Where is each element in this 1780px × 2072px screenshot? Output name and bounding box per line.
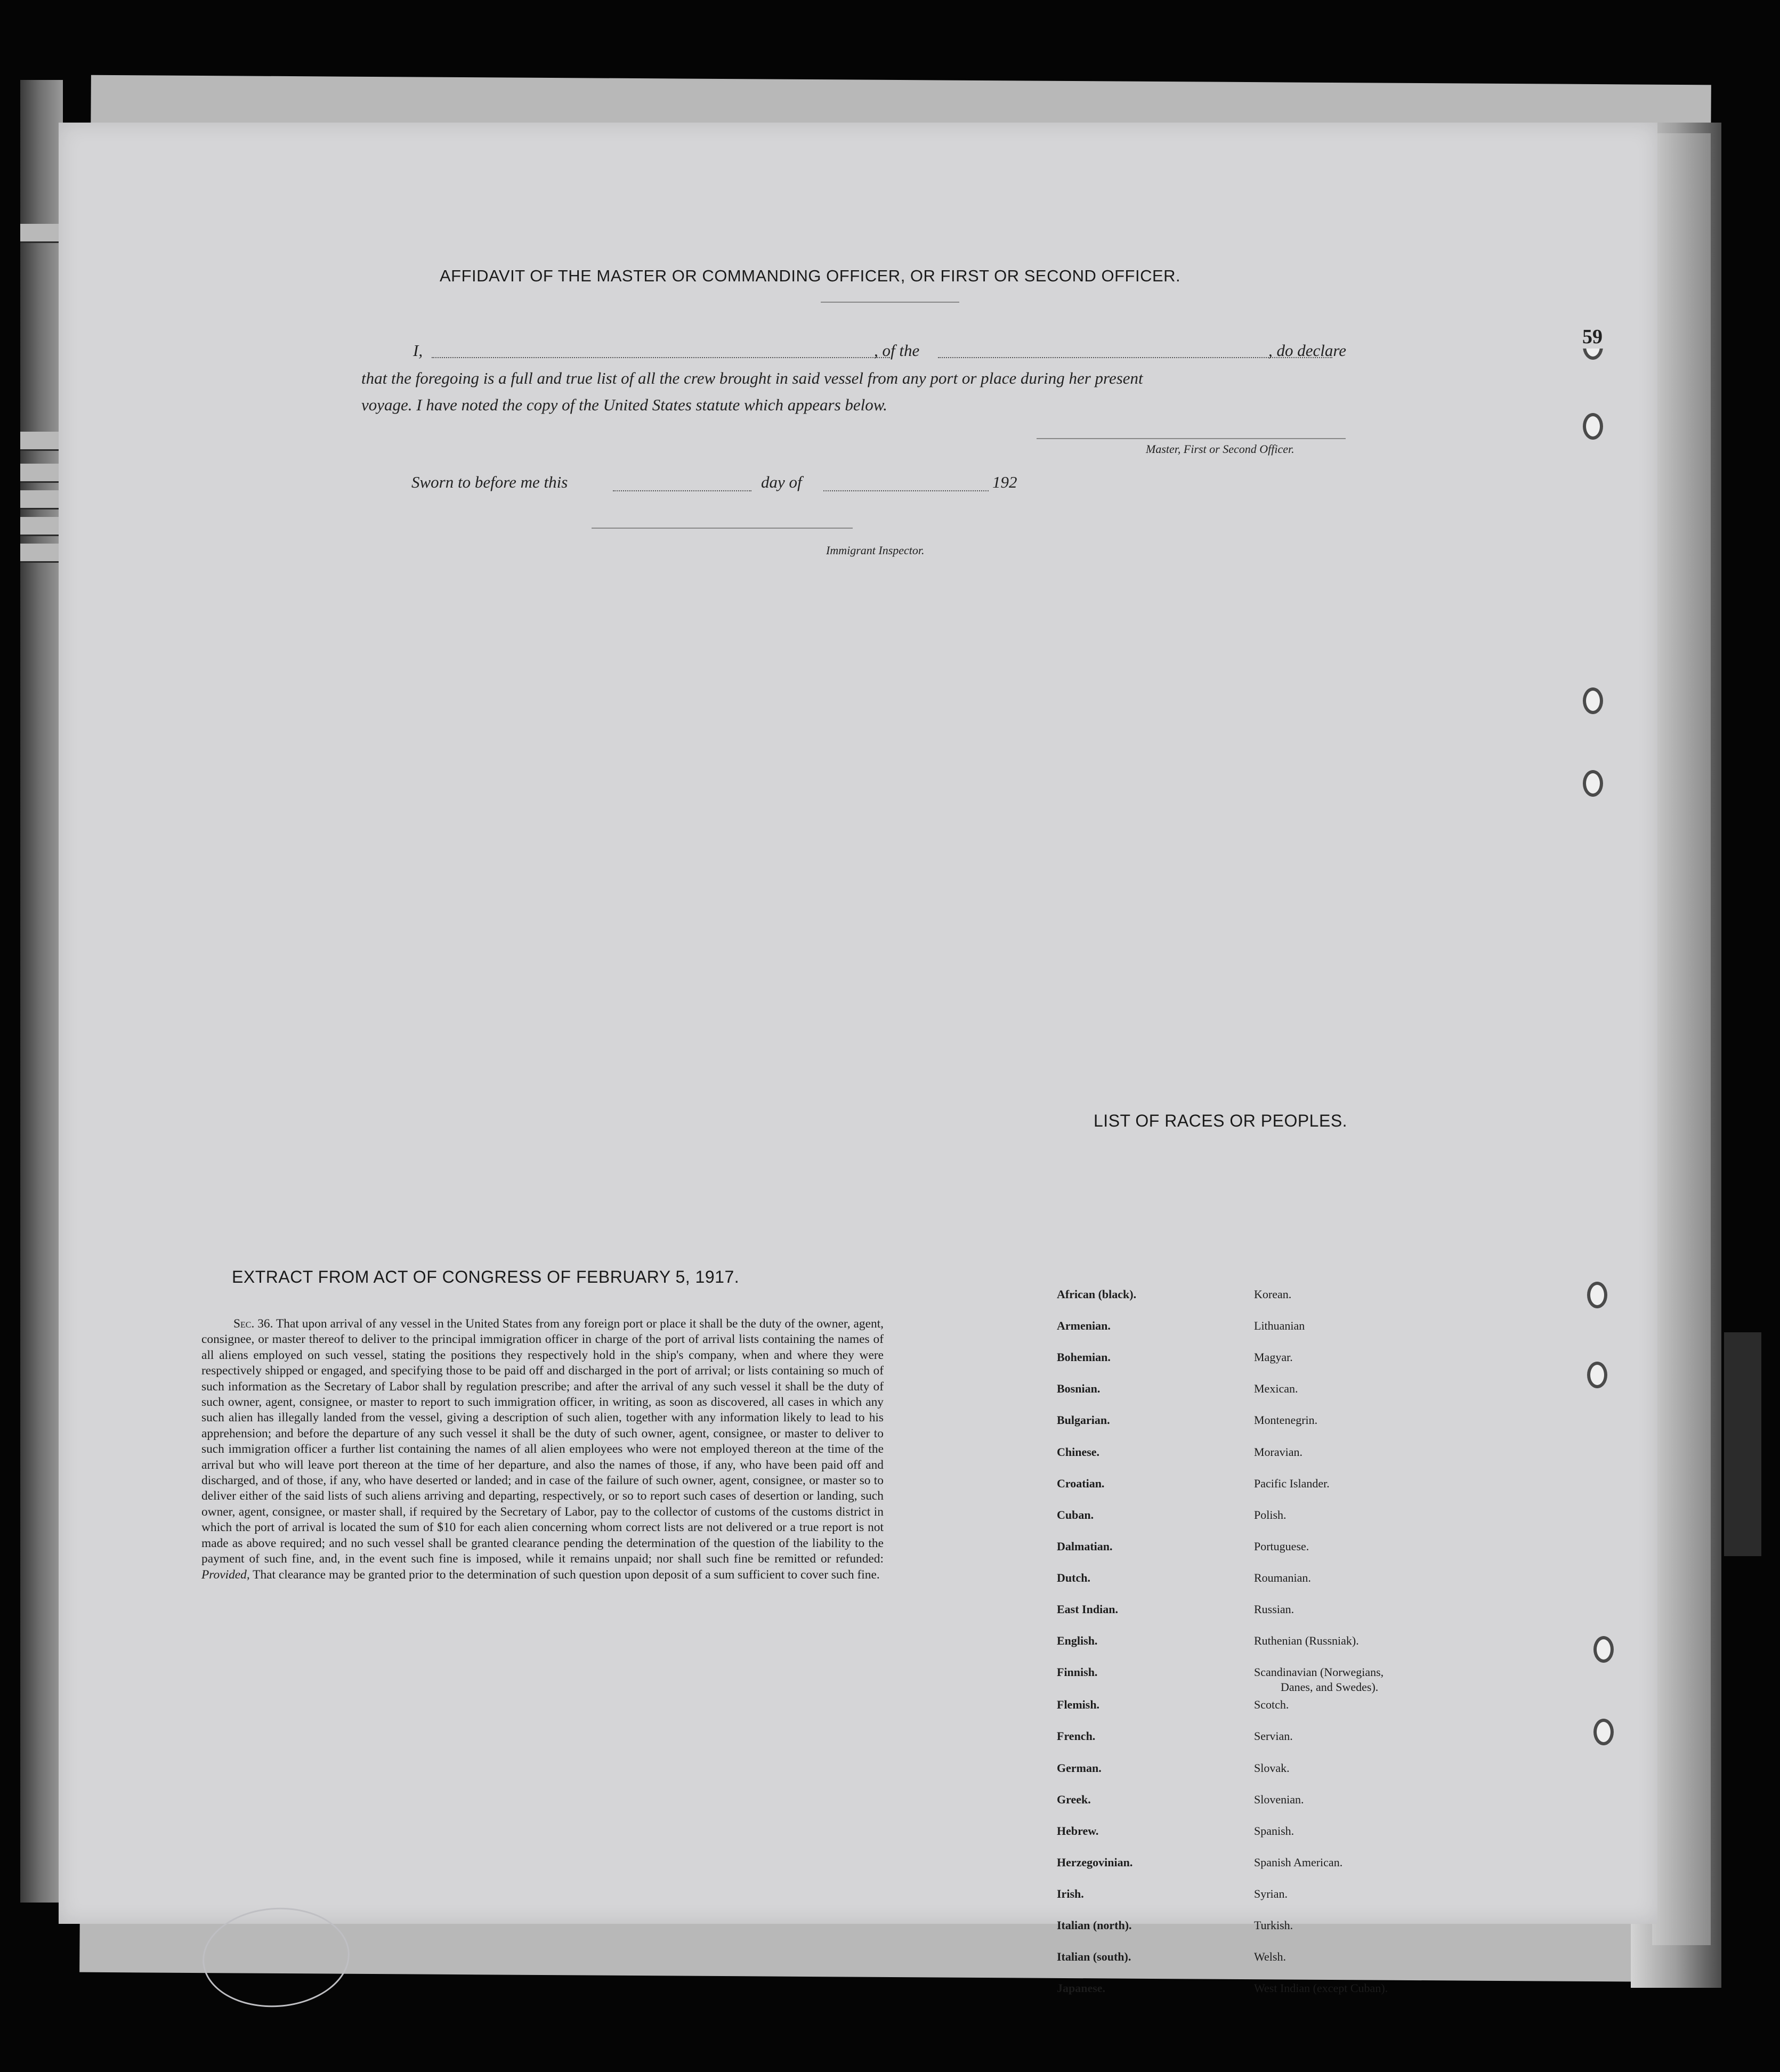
race-item-left: Japanese. (1057, 1981, 1106, 1995)
race-item-right: Spanish American. (1254, 1855, 1343, 1869)
sworn-text: Sworn to before me this (411, 473, 568, 491)
statute-body-end: That clearance may be granted prior to the determination of such question upon deposit of a sum sufficient to cover such fine. (253, 1567, 880, 1582)
race-item-left: Bulgarian. (1057, 1413, 1110, 1427)
underlying-tab (20, 490, 63, 509)
page-stack-right-edge-inner (1652, 133, 1711, 1945)
race-item-right: Scandinavian (Norwegians, (1254, 1665, 1384, 1679)
punch-hole (1583, 413, 1603, 440)
race-item-left: Bosnian. (1057, 1382, 1101, 1396)
declaration-line-3: voyage. I have noted the copy of the United States statute which appears below. (361, 395, 887, 414)
underlying-tab (20, 517, 63, 536)
race-item-right: Russian. (1254, 1602, 1294, 1616)
race-item-left: English. (1057, 1634, 1098, 1648)
declaration-line-2: that the foregoing is a full and true list of all the crew brought in said vessel from any port or place during her present (361, 369, 1143, 387)
race-item-right: Turkish. (1254, 1919, 1293, 1932)
race-item-right: Roumanian. (1254, 1571, 1311, 1584)
race-item-left: Dalmatian. (1057, 1539, 1113, 1553)
race-item-left: Bohemian. (1057, 1350, 1111, 1364)
race-item-right: Montenegrin. (1254, 1413, 1318, 1427)
punch-hole (1583, 770, 1603, 797)
race-item-left: Armenian. (1057, 1319, 1111, 1333)
declaration-line-1-declare: , do declare (1268, 341, 1347, 360)
race-item-right: Portuguese. (1254, 1539, 1309, 1553)
master-signature-line (1037, 438, 1346, 439)
underlying-tab (20, 432, 63, 451)
race-item-right: Spanish. (1254, 1824, 1294, 1838)
race-item-left: German. (1057, 1761, 1102, 1775)
name-blank (432, 357, 890, 358)
declaration-line-1-of: , of the (874, 341, 920, 360)
underlying-tab (20, 544, 63, 563)
race-item-left: Herzegovinian. (1057, 1855, 1133, 1869)
race-item-right: Polish. (1254, 1508, 1287, 1521)
punch-hole (1593, 1719, 1614, 1745)
punch-hole (1593, 1636, 1614, 1663)
race-item-right: Syrian. (1254, 1887, 1288, 1900)
statute-body: That upon arrival of any vessel in the United States from any foreign port or place it shall be the duty of the owner, agent, consignee, or master thereof to deliver to the principal immigration officer in charge of the port of arrival lists containing the names of all aliens employed on such vessel, stating the positions they respectively hold in the ship's company, when and where they were respectively shipped or engaged, and specifying those to be paid off and discharged in the port of arrival; or lists containing so much of such information as the Secretary of Labor shall by regulation prescribe; and after the arrival of any such vessel it shall be the duty of such owner, agent, consignee, or master to report to such immigration officer, in writing, as soon as discovered, all cases in which any such alien has illegally landed from the vessel, giving a description of such alien, together with any information likely to lead to his apprehension; and before the departure of any such vessel it shall be the duty of such owner, agent, consignee, or master to deliver to such immigration officer a further list containing the names of all alien employees who were not employed thereon at the time of the arrival but who will leave port thereon at the time of her departure, and also the names of those, if any, who have been paid off and discharged, and of those, if any, who have deserted or landed; and in case of the failure of such owner, agent, consignee, or master so to deliver either of the said lists of such aliens arriving and departing, respectively, or so to report such cases of desertion or landing, such owner, agent, consignee, or master shall, if required by the Secretary of Labor, pay to the collector of customs of the customs district in which the port of arrival is located the sum of $10 for each alien concerning whom correct lists are not delivered or a true report is not made as above required; and no such vessel shall be granted clearance pending the determination of the question of the liability to the payment of such fine, and, in the event such fine is imposed, while it remains unpaid; nor shall such fine be remitted or refunded: (201, 1317, 884, 1566)
race-item-right: Moravian. (1254, 1445, 1303, 1459)
race-item-right: West Indian (except Cuban). (1254, 1981, 1388, 1995)
right-margin-handwriting (1724, 1332, 1761, 1556)
race-item-left: Dutch. (1057, 1571, 1090, 1584)
race-item-left: Italian (south). (1057, 1950, 1131, 1964)
section-label: Sec. 36. (233, 1317, 273, 1331)
race-item-right: Welsh. (1254, 1950, 1286, 1964)
race-item-right: Ruthenian (Russniak). (1254, 1634, 1359, 1648)
underlying-tab (20, 464, 63, 483)
race-item-right: Slovak. (1254, 1761, 1290, 1775)
race-item-left: Cuban. (1057, 1508, 1094, 1521)
punch-hole (1587, 1362, 1607, 1388)
sworn-year: 192 (992, 473, 1017, 491)
race-item-left: Croatian. (1057, 1476, 1105, 1490)
race-item-left: African (black). (1057, 1288, 1137, 1301)
race-item-right: Pacific Islander. (1254, 1476, 1330, 1490)
inspector-signature-line (592, 528, 853, 529)
manifest-back-page (59, 123, 1657, 1995)
race-item-right: Magyar. (1254, 1350, 1293, 1364)
affidavit-title: AFFIDAVIT OF THE MASTER OR COMMANDING OFFICER, OR FIRST OR SECOND OFFICER. (440, 266, 1181, 285)
race-item-right: Lithuanian (1254, 1319, 1305, 1333)
race-item-right: Servian. (1254, 1729, 1293, 1743)
race-item-left: Flemish. (1057, 1698, 1100, 1712)
races-title: LIST OF RACES OR PEOPLES. (1094, 1111, 1348, 1130)
extract-title: EXTRACT FROM ACT OF CONGRESS OF FEBRUARY 5, 1917. (232, 1267, 740, 1286)
sworn-day-of: day of (761, 473, 802, 491)
master-label: Master, First or Second Officer. (1146, 442, 1294, 456)
race-item-left: Chinese. (1057, 1445, 1100, 1459)
race-item-right: Slovenian. (1254, 1792, 1304, 1806)
race-item-left: Italian (north). (1057, 1919, 1132, 1932)
race-item-left: Greek. (1057, 1792, 1091, 1806)
sworn-day-blank (613, 490, 751, 491)
race-item-right: Scotch. (1254, 1698, 1289, 1712)
underlying-pages-left-edge (20, 80, 63, 1903)
race-item-left: East Indian. (1057, 1602, 1118, 1616)
race-item-left: Finnish. (1057, 1665, 1098, 1679)
race-item-right: Mexican. (1254, 1382, 1298, 1396)
punch-hole (1587, 1282, 1607, 1308)
page-number: 59 (1580, 325, 1605, 349)
race-item-left: Hebrew. (1057, 1824, 1099, 1838)
statute-text (201, 1316, 884, 1583)
race-item-right-continuation: Danes, and Swedes). (1281, 1680, 1379, 1694)
faded-stamp (199, 1903, 353, 2012)
declaration-line-1-i: I, (413, 341, 423, 360)
title-underline (821, 302, 959, 303)
race-item-right: Korean. (1254, 1288, 1292, 1301)
inspector-label: Immigrant Inspector. (826, 544, 925, 557)
race-item-left: Irish. (1057, 1887, 1084, 1900)
sworn-month-blank (823, 490, 989, 491)
punch-hole (1583, 687, 1603, 714)
race-item-left: French. (1057, 1729, 1096, 1743)
underlying-tab (20, 224, 63, 243)
statute-provided: Provided, (201, 1567, 250, 1582)
